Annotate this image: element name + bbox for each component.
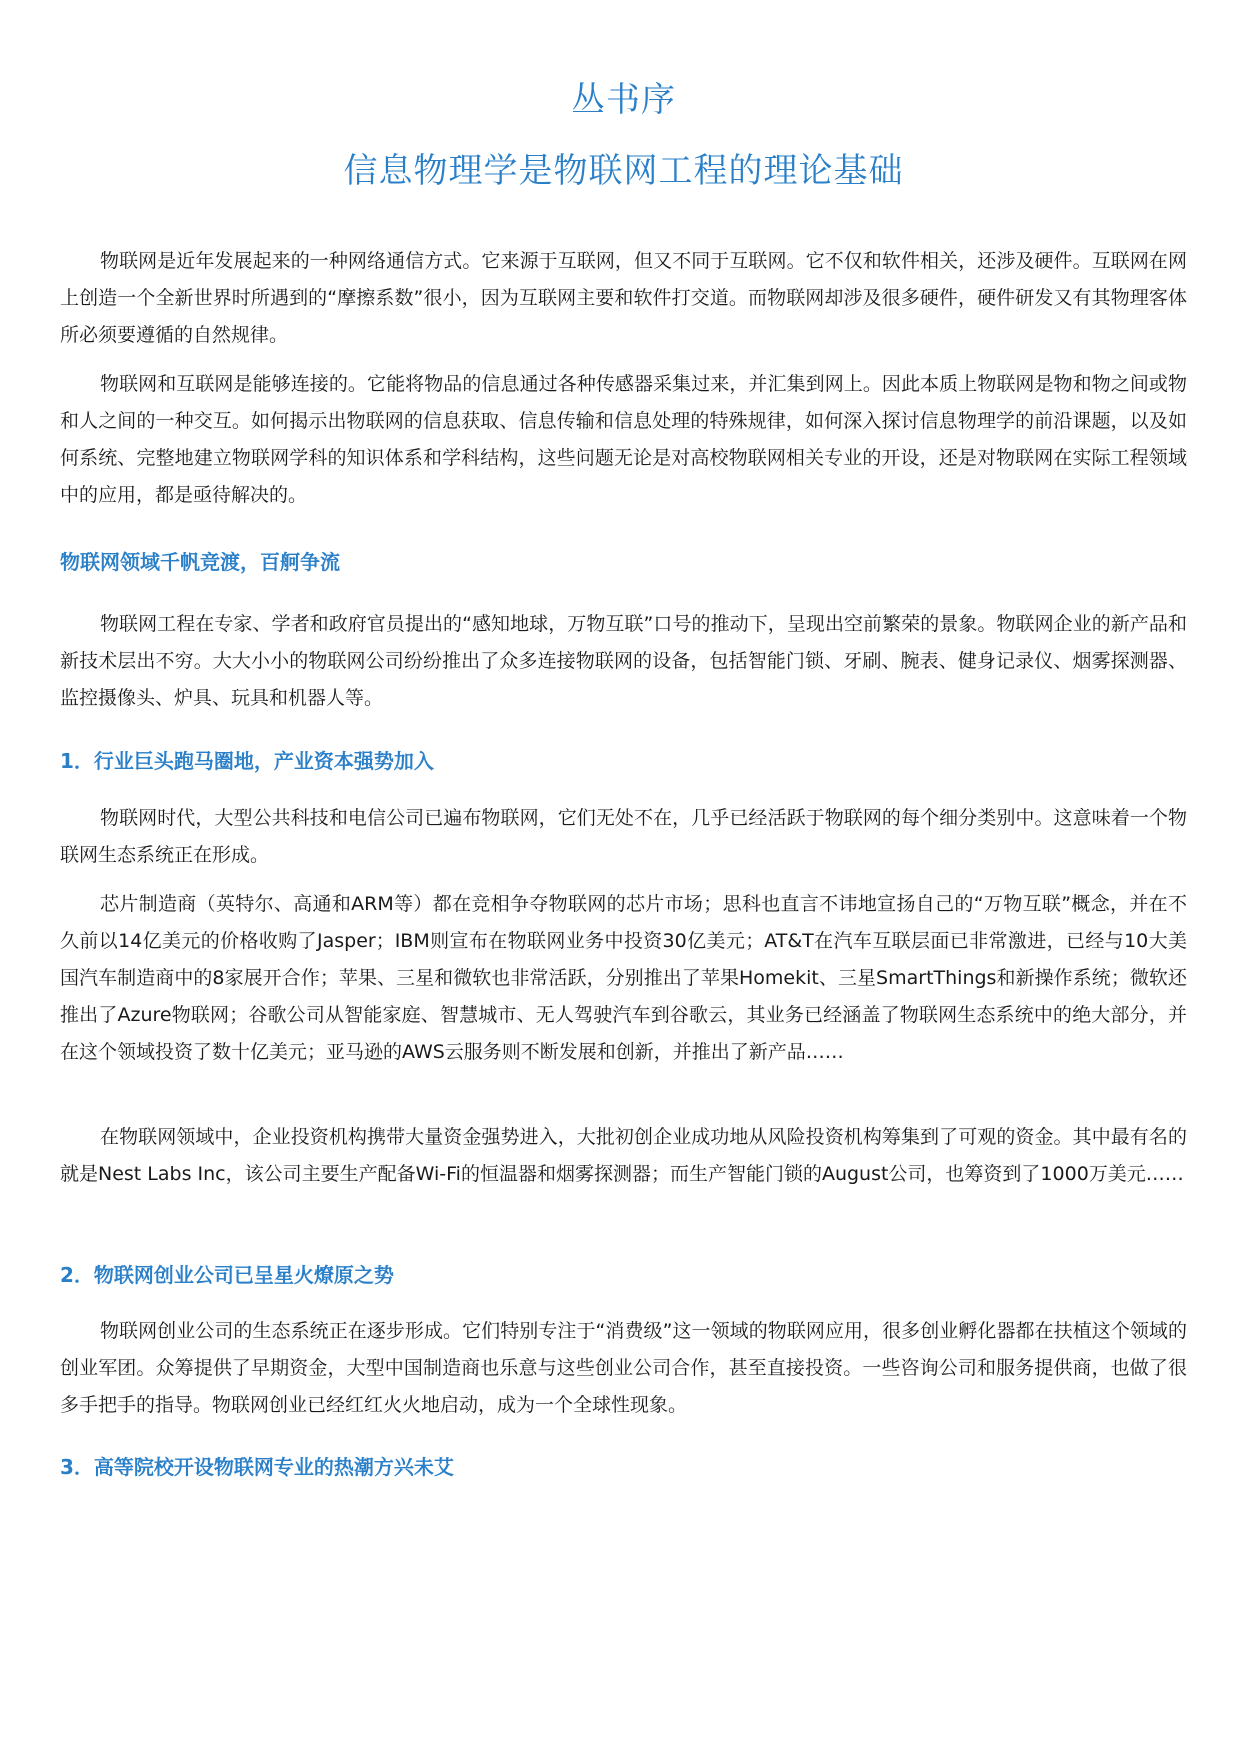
document-title: 信息物理学是物联网工程的理论基础 [343,151,904,191]
paragraph-2: 物联网和互联网是能够连接的。它能将物品的信息通过各种传感器采集过来，并汇集到网上。因此本质上物联网是物和物之间或物和人之间的一种交互。如何揭示出物联网的信息获取、信息传输和信息处理的特殊规律，如何深入探讨信息物理学的前沿课题，以及如何系统、完整地建立物联网学科的知识体系和学科结构，这些问题无论是对高校物联网相关专业的开设，还是对物联网在实际工程领域中的应用，都是亟待解决的。 [60,373,1187,506]
section-heading-3: 3．高等院校开设物联网专业的热潮方兴未艾 [60,1455,454,1479]
paragraph-4: 物联网时代，大型公共科技和电信公司已遍布物联网，它们无处不在，几乎已经活跃于物联网的每个细分类别中。这意味着一个物联网生态系统正在形成。 [60,807,1187,866]
section-heading-main: 物联网领域千帆竞渡，百舸争流 [60,550,340,574]
paragraph-1: 物联网是近年发展起来的一种网络通信方式。它来源于互联网，但又不同于互联网。它不仅和软件相关，还涉及硬件。互联网在网上创造一个全新世界时所遇到的“摩擦系数”很小，因为互联网主要和软件打交道。而物联网却涉及很多硬件，硬件研发又有其物理客体所必须要遵循的自然规律。 [60,250,1187,346]
paragraph-3: 物联网工程在专家、学者和政府官员提出的“感知地球，万物互联”口号的推动下，呈现出空前繁荣的景象。物联网企业的新产品和新技术层出不穷。大大小小的物联网公司纷纷推出了众多连接物联网的设备，包括智能门锁、牙刷、腕表、健身记录仪、烟雾探测器、监控摄像头、炉具、玩具和机器人等。 [60,613,1187,709]
section-heading-2: 2．物联网创业公司已呈星火燎原之势 [60,1263,394,1287]
paragraph-7: 物联网创业公司的生态系统正在逐步形成。它们特别专注于“消费级”这一领域的物联网应用，很多创业孵化器都在扶植这个领域的创业军团。众筹提供了早期资金，大型中国制造商也乐意与这些创业公司合作，甚至直接投资。一些咨询公司和服务提供商，也做了很多手把手的指导。物联网创业已经红红火火地启动，成为一个全球性现象。 [60,1320,1187,1416]
section-heading-1: 1．行业巨头跑马圈地，产业资本强势加入 [60,749,434,773]
series-preface-title: 丛书序 [571,80,676,120]
paragraph-6: 在物联网领域中，企业投资机构携带大量资金强势进入，大批初创企业成功地从风险投资机构筹集到了可观的资金。其中最有名的就是Nest Labs Inc，该公司主要生产配备Wi-Fi的恒温器和烟雾探测器；而生产智能门锁的August公司，也筹资到了1000万美元…… [60,1126,1187,1185]
paragraph-5: 芯片制造商（英特尔、高通和ARM等）都在竞相争夺物联网的芯片市场；思科也直言不讳地宣扬自己的“万物互联”概念，并在不久前以14亿美元的价格收购了Jasper；IBM则宣布在物联网业务中投资30亿美元；AT&T在汽车互联层面已非常激进，已经与10大美国汽车制造商中的8家展开合作；苹果、三星和微软也非常活跃，分别推出了苹果Homekit、三星SmartThings和新操作系统；微软还推出了Azure物联网；谷歌公司从智能家庭、智慧城市、无人驾驶汽车到谷歌云，其业务已经涵盖了物联网生态系统中的绝大部分，并在这个领域投资了数十亿美元；亚马逊的AWS云服务则不断发展和创新，并推出了新产品…… [60,893,1187,1063]
